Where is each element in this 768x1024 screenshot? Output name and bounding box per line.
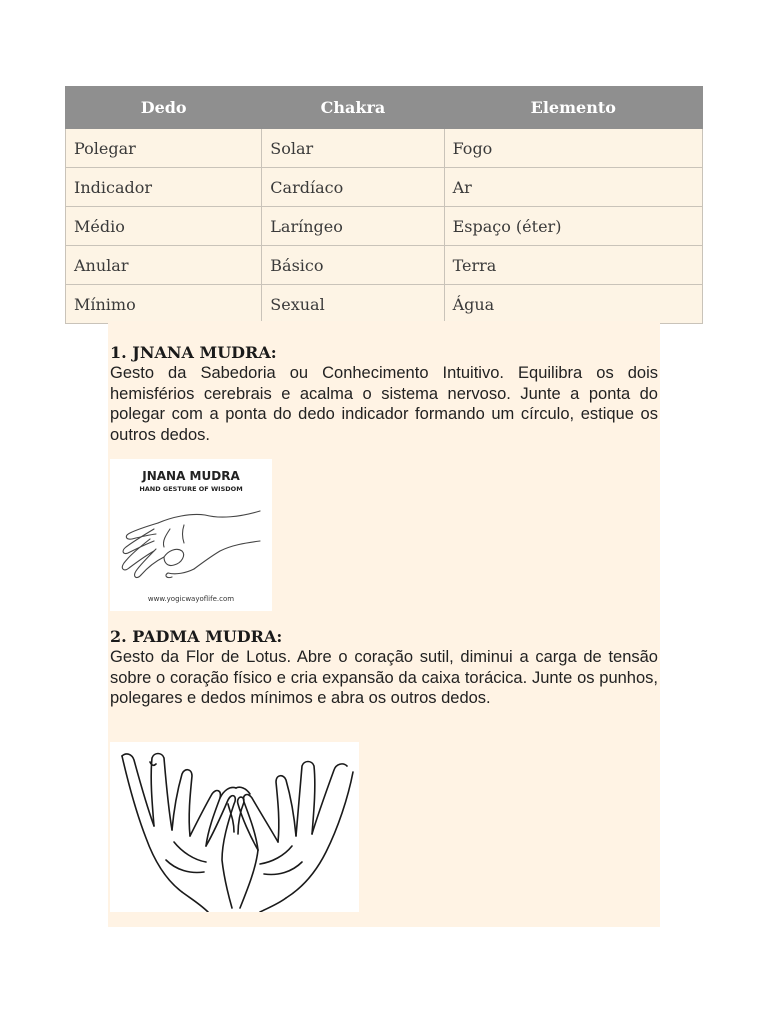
- header-dedo: Dedo: [66, 87, 262, 129]
- section-text: Gesto da Flor de Lotus. Abre o coração sutil, diminui a carga de tensão sobre o coração físico e cria expansão da caixa torácica. Junte os punhos, polegares e dedos mínimos e abra os outros dedos.: [110, 648, 658, 707]
- cell-elemento: Espaço (éter): [444, 207, 702, 246]
- chakra-table-container: [65, 86, 703, 324]
- cell-dedo: Anular: [66, 246, 262, 285]
- mudra-panel: [108, 321, 660, 927]
- table-row: [66, 207, 703, 246]
- section-text: Gesto da Sabedoria ou Conhecimento Intuitivo. Equilibra os dois hemisférios cerebrais e acalma o sistema nervoso. Junte a ponta do polegar com a ponta do dedo indicador formando um círculo, estique os outros dedos.: [110, 364, 658, 444]
- padma-mudra-section: [110, 627, 658, 709]
- section-heading: 2. PADMA MUDRA:: [110, 627, 283, 646]
- section-heading: 1. JNANA MUDRA:: [110, 343, 277, 362]
- image-url: www.yogicwayoflife.com: [147, 595, 235, 603]
- table-row: [66, 129, 703, 168]
- padma-hands-drawing: [110, 742, 359, 912]
- table-row: [66, 246, 703, 285]
- image-title: JNANA MUDRA: [142, 469, 240, 483]
- padma-mudra-image: [110, 742, 359, 912]
- cell-elemento: Água: [444, 285, 702, 324]
- header-chakra: Chakra: [262, 87, 444, 129]
- cell-dedo: Médio: [66, 207, 262, 246]
- cell-elemento: Terra: [444, 246, 702, 285]
- cell-dedo: Mínimo: [66, 285, 262, 324]
- cell-chakra: Sexual: [262, 285, 444, 324]
- jnana-mudra-section: [110, 343, 658, 445]
- cell-elemento: Ar: [444, 168, 702, 207]
- jnana-mudra-image: [110, 459, 272, 611]
- cell-chakra: Laríngeo: [262, 207, 444, 246]
- table-header-row: [66, 87, 703, 129]
- cell-chakra: Solar: [262, 129, 444, 168]
- cell-dedo: Polegar: [66, 129, 262, 168]
- table-row: [66, 285, 703, 324]
- cell-chakra: Básico: [262, 246, 444, 285]
- cell-chakra: Cardíaco: [262, 168, 444, 207]
- jnana-hand-drawing: [110, 459, 272, 611]
- cell-dedo: Indicador: [66, 168, 262, 207]
- header-elemento: Elemento: [444, 87, 702, 129]
- finger-chakra-element-table: [65, 86, 703, 324]
- cell-elemento: Fogo: [444, 129, 702, 168]
- table-row: [66, 168, 703, 207]
- image-subtitle: HAND GESTURE OF WISDOM: [139, 485, 243, 493]
